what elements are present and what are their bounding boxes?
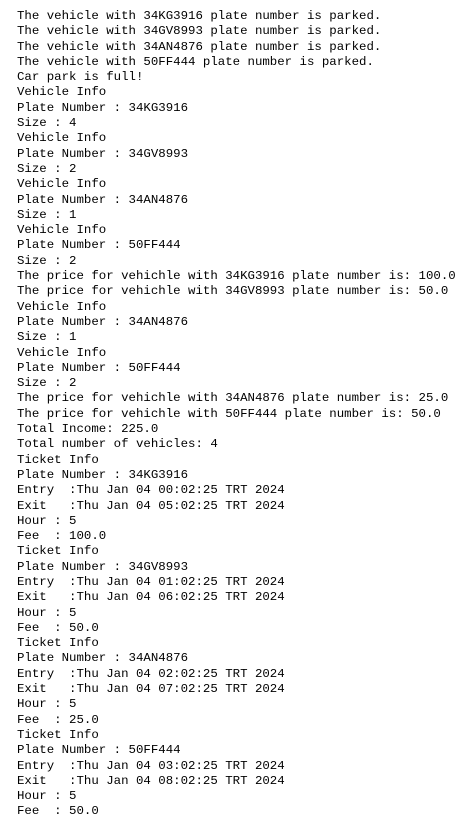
- console-line: Hour : 5: [17, 513, 77, 528]
- console-line: Exit :Thu Jan 04 06:02:25 TRT 2024: [17, 590, 285, 605]
- console-line: The price for vehichle with 34AN4876 plate number is: 25.0: [17, 391, 449, 406]
- console-line: Exit :Thu Jan 04 08:02:25 TRT 2024: [17, 773, 285, 788]
- console-line: The price for vehichle with 34GV8993 plate number is: 50.0: [17, 284, 449, 299]
- console-line: Plate Number : 34GV8993: [17, 146, 189, 161]
- console-line: Size : 1: [17, 330, 77, 345]
- console-line: Fee : 100.0: [17, 529, 107, 544]
- console-line: Plate Number : 34KG3916: [17, 100, 189, 115]
- console-line: Size : 1: [17, 207, 77, 222]
- console-line: Hour : 5: [17, 605, 77, 620]
- console-line: Vehicle Info: [17, 177, 107, 192]
- console-line: Entry :Thu Jan 04 01:02:25 TRT 2024: [17, 574, 285, 589]
- console-line: Total Income: 225.0: [17, 422, 159, 437]
- console-line: Total number of vehicles: 4: [17, 437, 218, 452]
- console-line: Exit :Thu Jan 04 05:02:25 TRT 2024: [17, 498, 285, 513]
- console-line: The price for vehichle with 34KG3916 plate number is: 100.0: [17, 269, 456, 284]
- console-line: Size : 4: [17, 116, 77, 131]
- console-line: Size : 2: [17, 253, 77, 268]
- console-line: Vehicle Info: [17, 345, 107, 360]
- console-line: Ticket Info: [17, 544, 99, 559]
- console-line: Plate Number : 34AN4876: [17, 192, 189, 207]
- console-line: Plate Number : 34GV8993: [17, 559, 189, 574]
- console-line: Ticket Info: [17, 636, 99, 651]
- console-line: Plate Number : 34KG3916: [17, 467, 189, 482]
- console-line: Plate Number : 50FF444: [17, 743, 181, 758]
- console-line: Entry :Thu Jan 04 00:02:25 TRT 2024: [17, 483, 285, 498]
- console-line: Fee : 50.0: [17, 804, 99, 819]
- console-line: Vehicle Info: [17, 85, 107, 100]
- console-line: Vehicle Info: [17, 131, 107, 146]
- console-line: The vehicle with 34AN4876 plate number is parked.: [17, 39, 382, 54]
- console-line: Plate Number : 50FF444: [17, 360, 181, 375]
- console-line: Vehicle Info: [17, 299, 107, 314]
- console-line: Size : 2: [17, 376, 77, 391]
- console-line: Plate Number : 50FF444: [17, 238, 181, 253]
- console-line: Hour : 5: [17, 789, 77, 804]
- console-line: Entry :Thu Jan 04 03:02:25 TRT 2024: [17, 758, 285, 773]
- console-line: Ticket Info: [17, 452, 99, 467]
- console-line: Entry :Thu Jan 04 02:02:25 TRT 2024: [17, 666, 285, 681]
- console-line: Fee : 25.0: [17, 712, 99, 727]
- console-line: The vehicle with 50FF444 plate number is parked.: [17, 54, 374, 69]
- console-line: Size : 2: [17, 161, 77, 176]
- console-line: The vehicle with 34GV8993 plate number is parked.: [17, 24, 382, 39]
- console-line: Plate Number : 34AN4876: [17, 314, 189, 329]
- console-line: Ticket Info: [17, 727, 99, 742]
- console-line: Car park is full!: [17, 70, 144, 85]
- console-line: The vehicle with 34KG3916 plate number is parked.: [17, 9, 382, 23]
- console-line: Hour : 5: [17, 697, 77, 712]
- console-line: Fee : 50.0: [17, 620, 99, 635]
- console-line: The price for vehichle with 50FF444 plate number is: 50.0: [17, 406, 441, 421]
- console-line: Vehicle Info: [17, 223, 107, 238]
- console-line: Plate Number : 34AN4876: [17, 651, 189, 666]
- console-line: Exit :Thu Jan 04 07:02:25 TRT 2024: [17, 682, 285, 697]
